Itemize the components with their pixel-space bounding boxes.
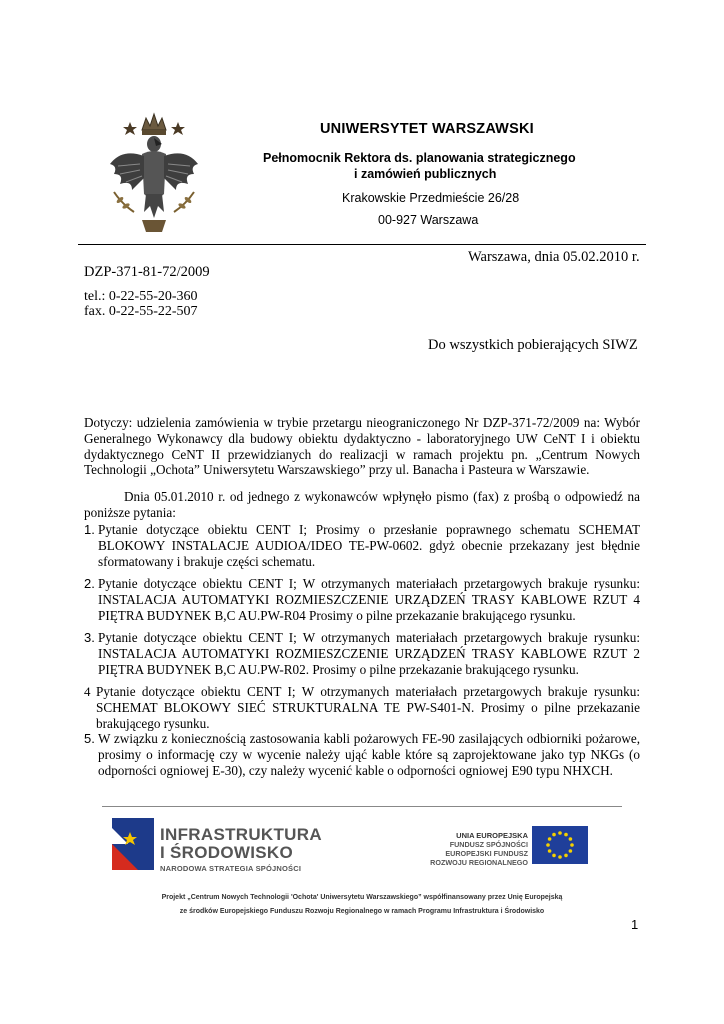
page-number: 1 [631, 917, 639, 932]
office-title-line1: Pełnomocnik Rektora ds. planowania strategicznego [263, 151, 576, 165]
eu-fund-line1: FUNDUSZ SPÓJNOŚCI [449, 840, 528, 849]
infrastructure-program-logo-icon [108, 814, 158, 874]
question-item [84, 731, 640, 778]
subject-paragraph: Dotyczy: udzielenia zamówienia w trybie przetargu nieograniczonego Nr DZP-371-72/2009 na: Wybór Generalnego Wykonawcy dla budowy obiektu dydaktyczno - laboratoryjnego UW CeNT I i obiektu dydaktycznego CeNT II przewidzianych do realizacji w ramach projektu pn. „Centrum Nowych Technologii „Ochota” Uniwersytetu Warszawskiego” przy ul. Banacha i Pasteura w Warszawie. [84, 415, 640, 478]
question-item [84, 522, 640, 569]
eu-fund-line2: EUROPEJSKI FUNDUSZ [445, 849, 528, 858]
project-note-line2: ze środków Europejskiego Funduszu Rozwoju Regionalnego w ramach Programu Infrastruktura i Środowisko [179, 908, 545, 915]
question-number: 5. [84, 731, 95, 746]
infra-title-line1: INFRASTRUKTURA [160, 825, 322, 844]
reference-number: DZP-371-81-72/2009 [84, 264, 210, 280]
eu-flag-icon [532, 826, 588, 864]
question-text: W związku z koniecznością zastosowania kabli pożarowych FE-90 zasilających odbiorniki pożarowe, prosimy o informację czy w wycenie należy ująć kable które są zaprojektowane jako typ NKGs (o odporności ogniowej E-30), czy należy wycenić kable o odporności ogniowej E90 typu NHXCH. [98, 731, 640, 778]
university-name: UNIWERSYTET WARSZAWSKI [320, 121, 534, 137]
university-eagle-emblem [104, 108, 204, 240]
intro-paragraph: Dnia 05.01.2010 r. od jednego z wykonawców wpłynęło pismo (fax) z prośbą o odpowiedź na poniższe pytania: [84, 489, 640, 520]
eu-label: UNIA EUROPEJSKA [456, 831, 528, 840]
infra-title-line2: I ŚRODOWISKO [160, 843, 293, 862]
footer-divider [102, 806, 622, 807]
question-item [84, 576, 640, 623]
question-text: Pytanie dotyczące obiektu CENT I; Prosimy o przesłanie poprawnego schematu SCHEMAT BLOKOWY INSTALACJE AUDIOA/IDEO TE-PW-0602. gdyż obecnie przekazany jest błędnie sformatowany i brakuje części schematu. [98, 522, 640, 569]
telephone: tel.: 0-22-55-20-360 [84, 289, 198, 304]
letter-date: Warszawa, dnia 05.02.2010 r. [468, 249, 640, 265]
question-text: Pytanie dotyczące obiektu CENT I; W otrzymanych materiałach przetargowych brakuje rysunku: INSTALACJA AUTOMATYKI ROZMIESZCZENIE URZĄDZEŃ TRASY KABLOWE RZUT 4 PIĘTRA BUDYNEK B,C AU.PW-R04 Prosimy o pilne przekazanie brakującego rysunku. [98, 576, 640, 623]
infra-subtitle: NARODOWA STRATEGIA SPÓJNOŚCI [160, 864, 302, 873]
address-city: 00-927 Warszawa [378, 213, 479, 227]
eu-fund-line3: ROZWOJU REGIONALNEGO [430, 858, 528, 867]
question-number: 1. [84, 522, 95, 537]
office-title-line2: i zamówień publicznych [354, 167, 497, 181]
project-note-line1: Projekt „Centrum Nowych Technologii 'Ochota' Uniwersytetu Warszawskiego” współfinansowany przez Unię Europejską [161, 894, 563, 901]
address-street: Krakowskie Przedmieście 26/28 [342, 191, 520, 205]
question-text: Pytanie dotyczące obiektu CENT I; W otrzymanych materiałach przetargowych brakuje rysunku: INSTALACJA AUTOMATYKI ROZMIESZCZENIE URZĄDZEŃ TRASY KABLOWE RZUT 2 PIĘTRA BUDYNEK B,C AU.PW-R02. Prosimy o pilne przekazanie brakującego rysunku. [98, 630, 640, 677]
question-number: 3. [84, 630, 95, 645]
addressee: Do wszystkich pobierających SIWZ [428, 337, 638, 353]
question-item [84, 630, 640, 677]
fax: fax. 0-22-55-22-507 [84, 304, 198, 319]
header-divider [78, 244, 646, 245]
question-number: 4 [84, 684, 91, 699]
question-item [84, 684, 640, 731]
question-text: Pytanie dotyczące obiektu CENT I; W otrzymanych materiałach przetargowych brakuje rysunku: SCHEMAT BLOKOWY SIEĆ STRUKTURALNA TE PW-S401-N. Prosimy o pilne przekazanie brakującego rysunku. [96, 684, 640, 731]
question-number: 2. [84, 576, 95, 591]
